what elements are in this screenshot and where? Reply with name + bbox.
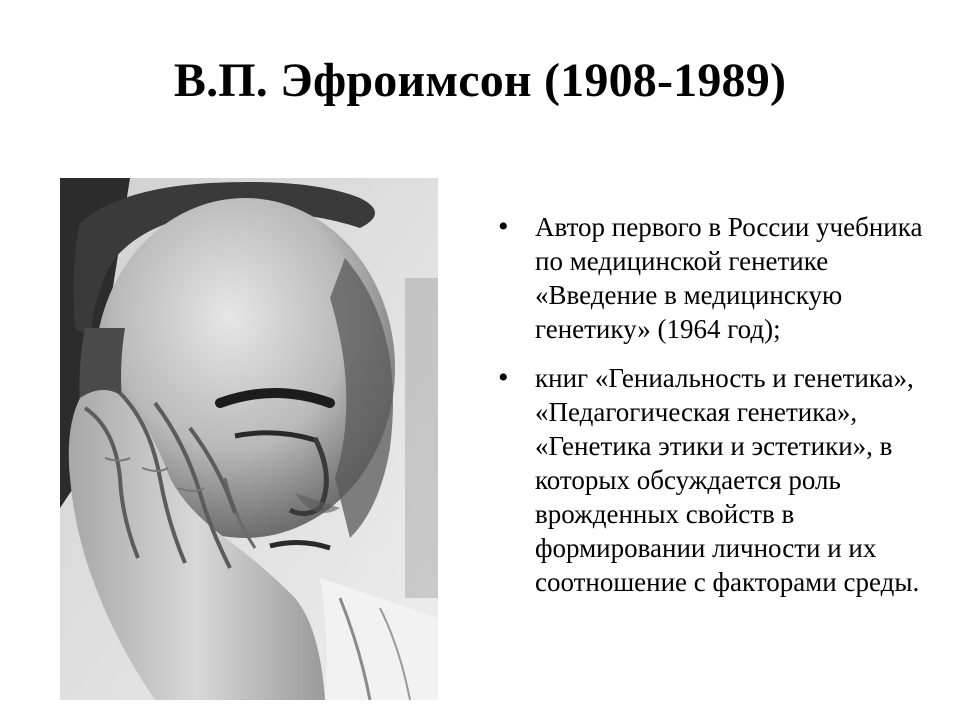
bullet-text: книг «Гениальность и генетика», «Педагогическая генетика», «Генетика этики и эстетики», в которых обсуждается роль врожденных свойств в формировании личности и их соотношение с факторами среды. (535, 363, 920, 597)
slide-title: В.П. Эфроимсон (1908-1989) (173, 54, 787, 107)
bullet-marker: • (498, 361, 509, 394)
bullet-item (490, 210, 950, 346)
bullet-marker: • (498, 210, 509, 243)
portrait-photo (60, 178, 438, 700)
bullet-list (490, 210, 950, 614)
bullet-text: Автор первого в России учебника по медицинской генетике «Введение в медицинскую генетику» (1964 год); (535, 212, 923, 344)
bullet-item (490, 361, 950, 599)
portrait-photo-icon (60, 178, 438, 700)
